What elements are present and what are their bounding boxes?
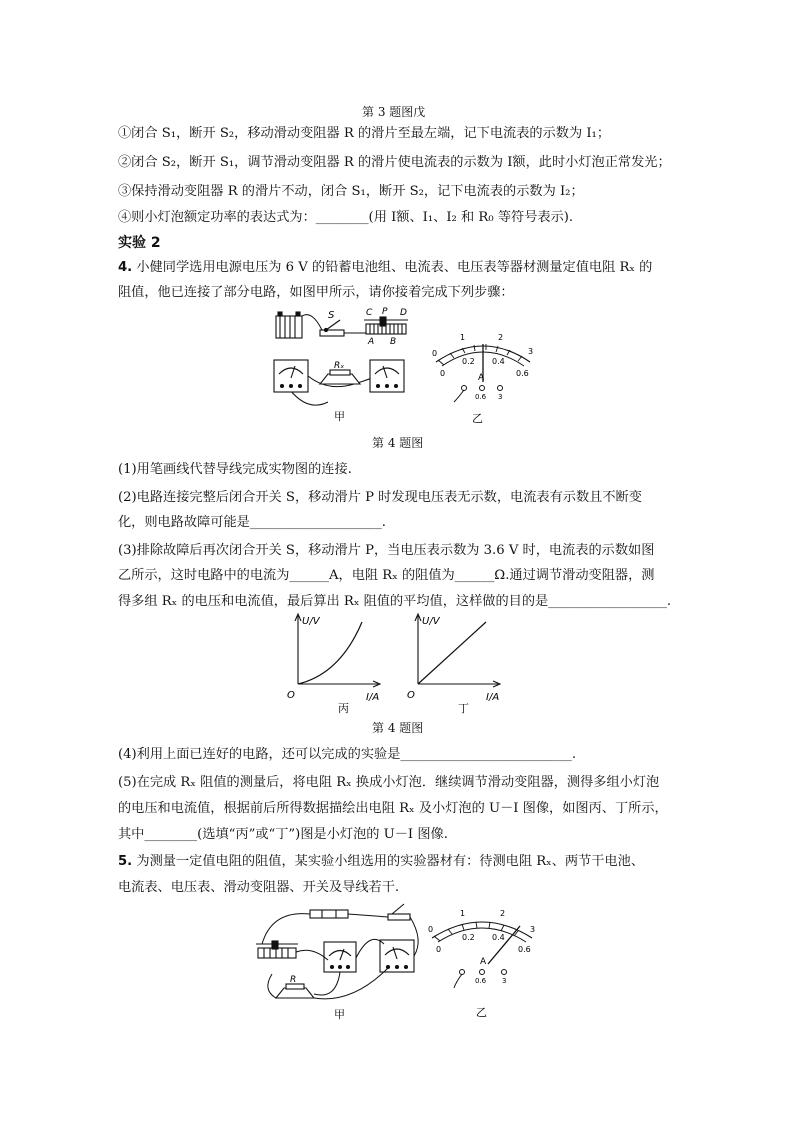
dial-top-0: 0 [428, 925, 434, 934]
resistor-r-label: R [290, 975, 297, 985]
dial-bottom-06: 0.6 [518, 945, 531, 954]
graph-bing [282, 610, 392, 716]
dial-unit: A [478, 373, 485, 383]
terminal-06-label: 0.6 [475, 977, 487, 985]
graph-ding-origin: O [407, 690, 415, 701]
q5-stem-2: 电流表、电压表、滑动变阻器、开关及导线若干. [118, 880, 400, 895]
terminal-minus [462, 386, 467, 391]
graph-bing-ylabel: U/V [302, 616, 320, 627]
rheostat-label-c: C [366, 308, 373, 318]
q4-part-5b: 的电压和电流值，根据前后所得数据描绘出电阻 Rₓ 及小灯泡的 U－I 图像，如图丙、丁所示， [118, 801, 668, 816]
dial-bottom-0: 0 [440, 369, 446, 378]
dial-end-3: 3 [530, 925, 536, 934]
dial-bottom-02: 0.2 [462, 933, 475, 942]
q4-part-3c: 得多组 Rₓ 的电压和电流值，最后算出 Rₓ 阻值的平均值，这样做的目的是__________________. [118, 594, 672, 609]
dial-bottom-02: 0.2 [462, 357, 475, 366]
terminal-3-label: 3 [502, 977, 507, 985]
figure-caption-4: 第 4 题图 [372, 436, 424, 450]
dial-top-1: 1 [460, 333, 466, 342]
voltmeter-icon [380, 940, 414, 972]
q4-stem-1: 小健同学选用电源电压为 6 V 的铅蓄电池组、电流表、电压表等器材测量定值电阻 Rₓ 的 [136, 260, 653, 275]
fig4-jia-circuit [268, 306, 418, 424]
fig4-yi-ammeter-dial [428, 322, 538, 426]
q3-step-1: ①闭合 S₁，断开 S₂，移动滑动变阻器 R 的滑片至最左端，记下电流表的示数为 I₁； [118, 126, 611, 141]
figure-caption-top: 第 3 题图戊 [362, 105, 426, 119]
q4-stem-2: 阻值，他已连接了部分电路，如图甲所示，请你接着完成下列步骤： [118, 285, 514, 300]
graph-ding-label: 丁 [458, 702, 469, 715]
terminal-3-label: 3 [498, 393, 503, 401]
q4-part-4: (4)利用上面已连好的电路，还可以完成的实验是__________________________. [118, 747, 577, 762]
q4-part-3b: 乙所示，这时电路中的电流为______A，电阻 Rₓ 的阻值为______Ω.通过调节滑动变阻器，测 [118, 568, 655, 583]
terminal-3 [502, 970, 507, 975]
q4-part-2b: 化，则电路故障可能是____________________. [118, 515, 386, 530]
dial-bottom-04: 0.4 [492, 357, 505, 366]
rheostat-label-b: B [390, 337, 397, 347]
graph-bing-label: 丙 [338, 702, 349, 715]
fig4-yi-label: 乙 [472, 412, 483, 425]
rheostat-label-d: D [400, 308, 407, 318]
ammeter-icon [274, 360, 308, 392]
fig5-yi-ammeter-dial [424, 902, 542, 1020]
graph-ding-xlabel: I/A [486, 692, 500, 703]
dial-ticks [438, 344, 522, 365]
dial-top-2: 2 [498, 333, 504, 342]
q4-part-5a: (5)在完成 Rₓ 阻值的测量后，将电阻 Rₓ 换成小灯泡．继续调节滑动变阻器，测得多组小灯泡 [118, 775, 660, 790]
graph-bing-xlabel: I/A [366, 692, 380, 703]
q5-number: 5. [118, 854, 133, 869]
q4-part-2a: (2)电路连接完整后闭合开关 S，移动滑片 P 时发现电压表无示数，电流表有示数且不断变 [118, 490, 642, 505]
q3-step-3: ③保持滑动变阻器 R 的滑片不动，闭合 S₁，断开 S₂，记下电流表的示数为 I₂； [118, 184, 584, 199]
terminal-wire [454, 390, 464, 402]
dial-top-1: 1 [460, 909, 466, 918]
graph-bing-origin: O [287, 690, 295, 701]
switch-label: S [328, 310, 335, 321]
graph-bing-curve [298, 622, 362, 684]
dial-end-3: 3 [528, 347, 534, 356]
terminal-06 [480, 386, 485, 391]
q4-number: 4. [118, 260, 133, 275]
figure-caption-4b: 第 4 题图 [372, 721, 424, 735]
terminal-minus [460, 970, 465, 975]
terminal-3 [498, 386, 503, 391]
dial-unit: A [480, 957, 487, 967]
ammeter-icon [324, 942, 356, 972]
terminal-wire [454, 974, 462, 988]
q5-stem-line-1 [118, 852, 644, 872]
q5-stem-1: 为测量一定值电阻的阻值，某实验小组选用的实验器材有：待测电阻 Rₓ、两节干电池、 [136, 854, 645, 869]
dial-bottom-04: 0.4 [492, 933, 505, 942]
q4-part-5c: 其中________(选填“丙”或“丁”)图是小灯泡的 U－I 图像. [118, 827, 448, 842]
battery-icon [310, 910, 348, 918]
resistor-rx-icon [320, 370, 360, 384]
terminal-06 [480, 970, 485, 975]
graph-ding [402, 610, 512, 716]
fig4-jia-label: 甲 [334, 410, 345, 423]
fig5-jia-label: 甲 [334, 1008, 345, 1021]
voltmeter-icon [370, 360, 404, 392]
resistor-rx-label: Rₓ [334, 361, 345, 371]
battery-icon [276, 312, 302, 338]
rheostat-icon [364, 317, 408, 334]
terminal-06-label: 0.6 [475, 393, 487, 401]
rheostat-label-a: A [368, 337, 375, 347]
section-heading: 实验 2 [118, 235, 161, 251]
q4-stem-line-1 [118, 258, 652, 278]
fig5-yi-label: 乙 [476, 1006, 487, 1019]
switch-icon [388, 904, 410, 920]
fig5-jia-circuit [252, 900, 427, 1022]
q4-part-1: (1)用笔画线代替导线完成实物图的连接. [118, 462, 352, 477]
dial-bottom-0: 0 [436, 945, 442, 954]
rheostat-label-p: P [382, 307, 388, 317]
q3-step-2: ②闭合 S₂，断开 S₁，调节滑动变阻器 R 的滑片使电流表的示数为 I额，此时小灯泡正常发光； [118, 155, 671, 170]
q4-part-3a: (3)排除故障后再次闭合开关 S，移动滑片 P，当电压表示数为 3.6 V 时，电流表的示数如图 [118, 543, 655, 558]
switch-icon [320, 320, 344, 336]
q3-step-4: ④则小灯泡额定功率的表达式为：________(用 I额、I₁、I₂ 和 R₀ 等符号表示). [118, 210, 574, 225]
resistor-r-icon [276, 984, 314, 998]
graph-ding-line [418, 622, 486, 684]
graph-ding-ylabel: U/V [422, 616, 440, 627]
dial-bottom-06: 0.6 [516, 369, 529, 378]
dial-top-2: 2 [500, 909, 506, 918]
dial-top-0: 0 [432, 349, 438, 358]
